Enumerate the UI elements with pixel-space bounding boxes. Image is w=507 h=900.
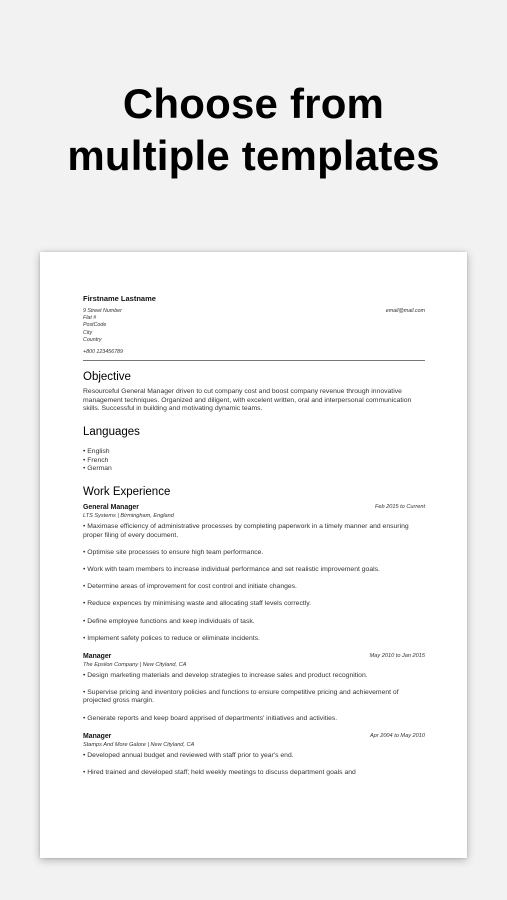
job-duty: • Maximase efficiency of administrative processes by completing paperwork in a timely manner and ensuring proper filing of every document. [83,523,409,539]
job-duty: • Determine areas of improvement for cost control and initiate changes. [83,583,297,591]
job-company: LTS Systems | Birmingham, England [83,513,174,520]
experience-heading: Work Experience [83,486,171,499]
objective-text: Resourceful General Manager driven to cut company cost and boost company revenue through innovative management techniques. Organized and diligent, with excelent written, oral and interpersonal communication skills. Successful in building and motivating dynamic teams. [83,388,412,412]
headline-line-2: multiple templates [67,132,440,179]
job-header [83,503,425,512]
divider [83,360,425,361]
address-line: Flat # [83,315,97,322]
job-header [83,732,425,741]
job-company: Stamps And More Galore | New Cityland, CA [83,741,195,748]
language-item: • German [83,464,112,472]
job-title: General Manager [83,504,139,512]
language-item: • French [83,456,109,464]
job-header [83,652,425,661]
resume-content [83,294,425,786]
job-date: Apr 2004 to May 2010 [369,732,425,739]
languages-heading: Languages [83,426,140,439]
job-title: Manager [83,732,112,740]
job-entry [83,732,425,777]
resume-name: Firstname Lastname [83,294,156,303]
job-date: May 2010 to Jan 2015 [369,652,425,659]
job-duty: • Generate reports and keep board apprised of departments' initiatives and activities. [83,714,338,722]
objective-heading: Objective [83,371,131,384]
languages-list [83,448,425,473]
job-date: Feb 2015 to Current [374,504,425,511]
headline [0,78,507,182]
job-duty: • Hired trained and developed staff; held weekly meetings to discuss department goals and [83,768,356,776]
address-line: Country [83,336,102,343]
job-duty: • Optimise site processes to ensure high team performance. [83,548,264,556]
job-duty: • Implement safety polices to reduce or eliminate incidents. [83,634,260,642]
job-duty: • Design marketing materials and develop strategies to increase sales and product recognition. [83,671,368,679]
job-entry [83,503,425,643]
address-line: City [83,329,93,336]
job-title: Manager [83,652,112,660]
headline-line-1: Choose from [122,80,385,127]
job-duty: • Reduce expences by minimising waste and allocating staff levels correctly. [83,600,312,608]
job-duty: • Define employee functions and keep individuals of task. [83,617,255,625]
job-entry [83,652,425,723]
address-line: 9 Street Number [83,308,122,314]
resume-template-preview[interactable] [40,252,467,858]
job-duty: • Work with team members to increase individual performance and set realistic improvement goals. [83,565,380,573]
job-duty: • Supervise pricing and inventory policies and functions to ensure competitive pricing and achievement of projected gross margin. [83,689,399,705]
phone-number: +800 123456789 [83,349,123,356]
email-address: email@mail.com [385,308,425,314]
address-line: PostCode [83,322,107,329]
language-item: • English [83,448,110,456]
contact-block [83,308,425,356]
job-duty: • Developed annual budget and reviewed with staff prior to year's end. [83,751,294,759]
job-company: The Epsilon Company | New Cityland, CA [83,661,187,668]
